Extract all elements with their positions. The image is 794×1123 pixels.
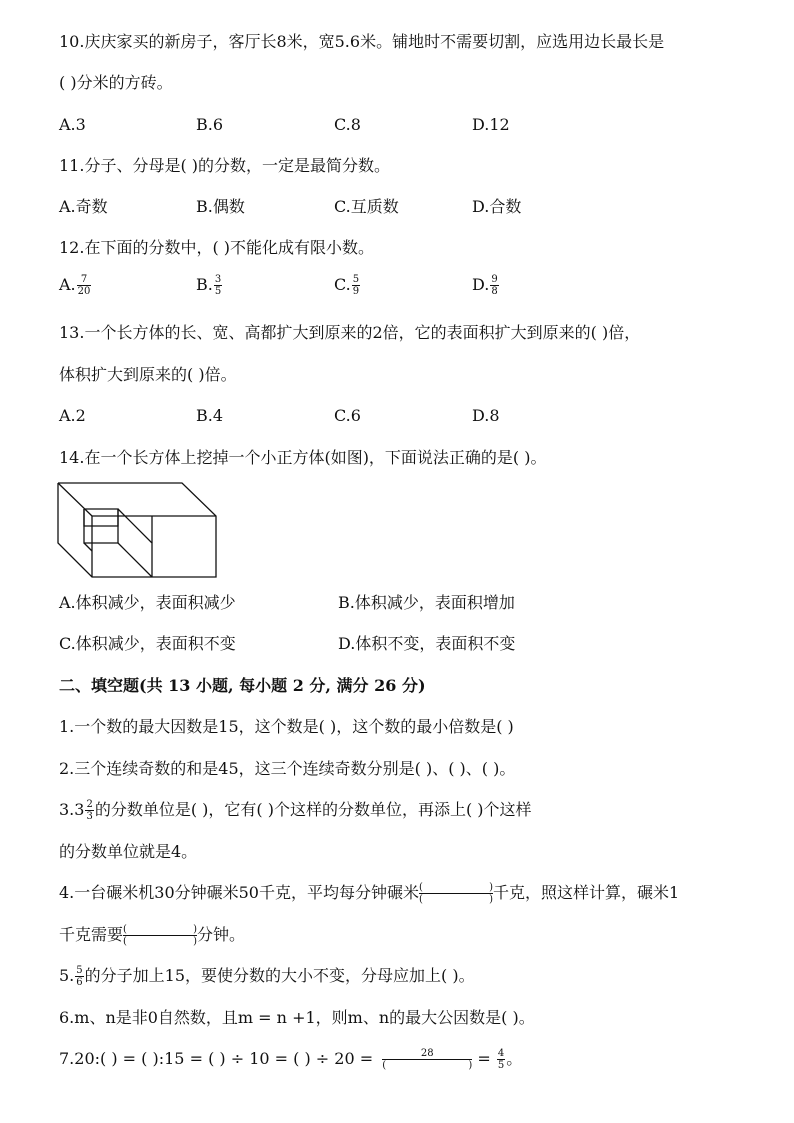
q12-line1: 12.在下面的分数中，( )不能化成有限小数。: [59, 238, 375, 257]
mixed-number: 3: [74, 800, 85, 819]
fill-question-4-line2: 千克需要 ( ) ( ) 分钟。: [59, 924, 246, 947]
q13-line1: 13.一个长方体的长、宽、高都扩大到原来的2倍，它的表面积扩大到原来的( )倍，: [59, 323, 641, 342]
q13-option-d[interactable]: D.8: [472, 406, 500, 425]
fill-question-3-line1: 3.3 $\frac{2}{3}$ 的分数单位是( )，它有( )个这样的分数单位，再添上( )个这样: [59, 799, 532, 822]
fill-question-3-line2: 的分数单位就是4。: [59, 842, 198, 861]
q11-option-c[interactable]: C.互质数: [334, 197, 399, 216]
option-prefix: B.: [196, 275, 213, 294]
fill-question-7: 7.20:( ) = ( ):15 = ( ) ÷ 10 = ( ) ÷ 20 = 28 ( ) = $\frac{4}{5}$ 。: [59, 1048, 523, 1071]
q14-option-d[interactable]: D.体积不变，表面积不变: [338, 634, 516, 653]
q14-option-a[interactable]: A.体积减少，表面积减少: [59, 593, 236, 612]
fraction: $\frac{3}{5}$: [214, 274, 222, 297]
fraction: $\frac{2}{3}$: [86, 799, 93, 822]
q10-option-d[interactable]: D.12: [472, 115, 510, 134]
q14-option-b[interactable]: B.体积减少，表面积增加: [338, 593, 515, 612]
fraction: $\frac{4}{5}$: [497, 1048, 505, 1071]
section-title: 二、填空题(共 13 小题, 每小题 2 分, 满分 26 分): [59, 676, 426, 695]
q10-line2: ( )分米的方砖。: [59, 73, 173, 92]
q13-option-c[interactable]: C.6: [334, 406, 361, 425]
q11-option-d[interactable]: D.合数: [472, 197, 522, 216]
blank-fraction[interactable]: ( ) ( ): [419, 882, 493, 905]
q12-option-d[interactable]: [472, 274, 500, 297]
fill-question-1: 1.一个数的最大因数是15，这个数是( )，这个数的最小倍数是( ): [59, 717, 514, 736]
q12-option-b[interactable]: [196, 274, 223, 297]
q10-line1: 10.庆庆家买的新房子，客厅长8米，宽5.6米。铺地时不需要切割，应选用边长最长是: [59, 32, 665, 51]
option-prefix: A.: [59, 275, 76, 294]
blank-fraction[interactable]: ( ) ( ): [123, 924, 198, 947]
q14-option-c[interactable]: C.体积减少，表面积不变: [59, 634, 236, 653]
q14-line1: 14.在一个长方体上挖掉一个小正方体(如图)，下面说法正确的是( )。: [59, 448, 547, 467]
q10-option-b[interactable]: B.6: [196, 115, 224, 134]
q12-option-a[interactable]: [59, 274, 92, 297]
option-prefix: C.: [334, 275, 351, 294]
q11-option-a[interactable]: A.奇数: [59, 197, 108, 216]
q11-line1: 11.分子、分母是( )的分数，一定是最简分数。: [59, 156, 391, 175]
q13-option-a[interactable]: A.2: [59, 406, 86, 425]
fill-question-2: 2.三个连续奇数的和是45，这三个连续奇数分别是( )、( )、( )。: [59, 759, 516, 778]
cuboid-with-cube-removed-figure: [56, 481, 220, 579]
q12-option-c[interactable]: [334, 274, 361, 297]
blank-fraction[interactable]: 28 ( ): [382, 1048, 473, 1071]
q13-line2: 体积扩大到原来的( )倍。: [59, 365, 237, 384]
fill-question-6: 6.m、n是非0自然数，且m = n +1，则m、n的最大公因数是( )。: [59, 1008, 535, 1027]
fill-question-5: 5. $\frac{5}{6}$ 的分子加上15，要使分数的大小不变，分母应加上( )。: [59, 965, 475, 988]
fraction: $\frac{5}{9}$: [352, 274, 360, 297]
q10-option-a[interactable]: A.3: [59, 115, 86, 134]
fill-question-4-line1: 4.一台碾米机30分钟碾米50千克，平均每分钟碾米 ( ) ( ) 千克，照这样计算，碾米1: [59, 882, 680, 905]
option-prefix: D.: [472, 275, 490, 294]
fraction: $\frac{9}{8}$: [491, 274, 498, 297]
q10-option-c[interactable]: C.8: [334, 115, 361, 134]
fraction: $\frac{5}{6}$: [76, 965, 83, 988]
fraction: $\frac{7}{20}$: [77, 274, 91, 297]
q11-option-b[interactable]: B.偶数: [196, 197, 245, 216]
q13-option-b[interactable]: B.4: [196, 406, 224, 425]
